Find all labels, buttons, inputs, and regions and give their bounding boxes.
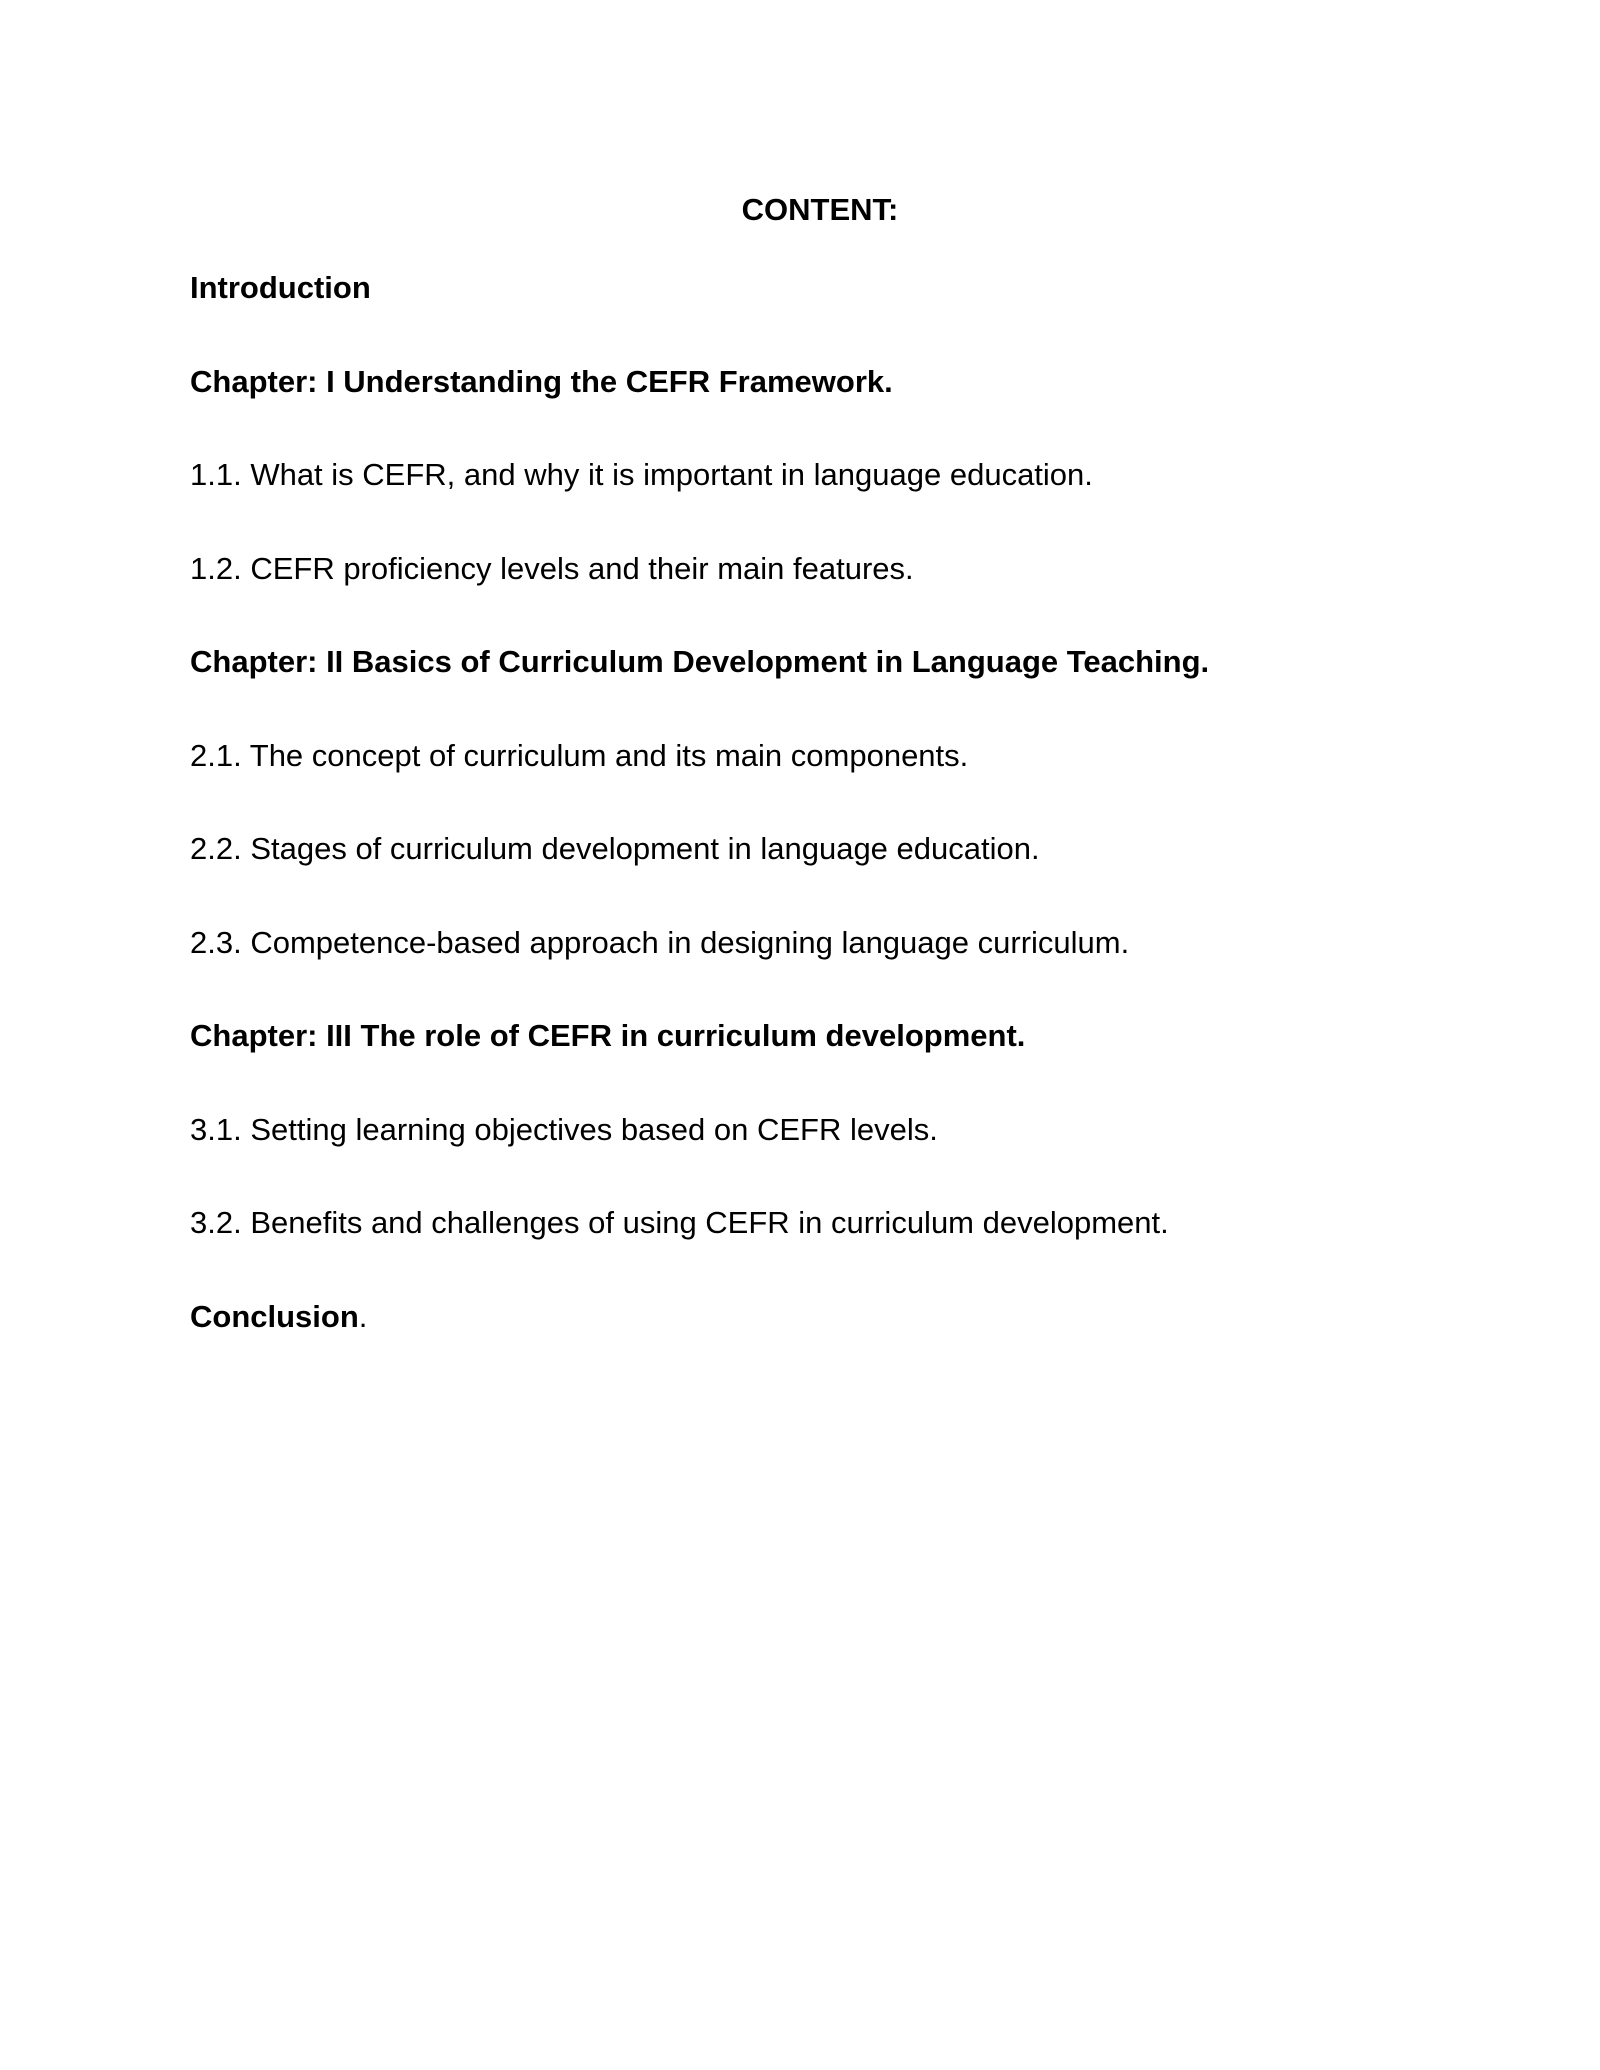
toc-entry-3-2: 3.2. Benefits and challenges of using CEFR in curriculum development.	[190, 1205, 1169, 1240]
toc-entry-chapter-1: Chapter: I Understanding the CEFR Framework.	[190, 364, 893, 399]
toc-entry-1-2: 1.2. CEFR proficiency levels and their main features.	[190, 551, 914, 586]
toc-entry-conclusion	[190, 1297, 367, 1337]
toc-entry-2-2: 2.2. Stages of curriculum development in language education.	[190, 831, 1040, 866]
toc-entry-chapter-2: Chapter: II Basics of Curriculum Development in Language Teaching.	[190, 644, 1210, 679]
page-title: CONTENT:	[741, 192, 899, 227]
toc-entry-2-3: 2.3. Competence-based approach in designing language curriculum.	[190, 925, 1130, 960]
conclusion-period: .	[358, 1299, 368, 1334]
toc-entry-2-1: 2.1. The concept of curriculum and its main components.	[190, 738, 969, 773]
toc-entry-introduction: Introduction	[190, 270, 371, 305]
conclusion-label: Conclusion	[190, 1299, 359, 1334]
toc-entry-chapter-3: Chapter: III The role of CEFR in curriculum development.	[190, 1018, 1026, 1053]
toc-entry-1-1: 1.1. What is CEFR, and why it is important in language education.	[190, 457, 1093, 492]
toc-entry-3-1: 3.1. Setting learning objectives based on CEFR levels.	[190, 1112, 938, 1147]
